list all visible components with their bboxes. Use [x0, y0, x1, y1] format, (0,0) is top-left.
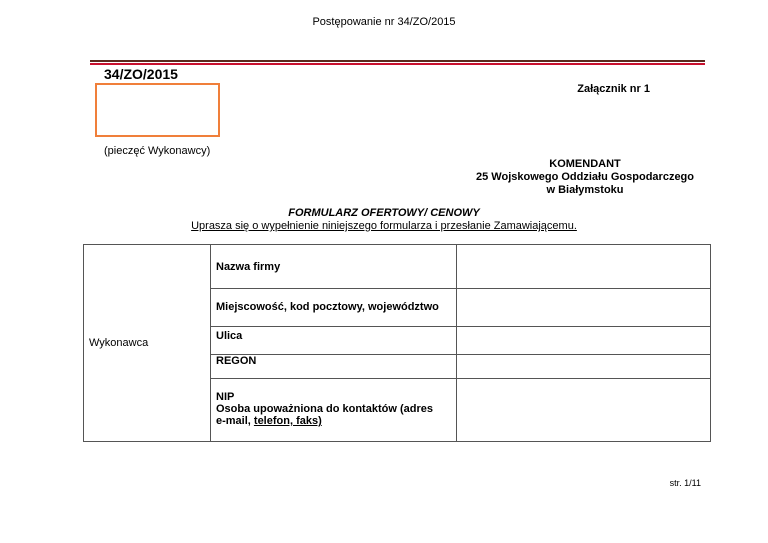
stamp-label: (pieczęć Wykonawcy) [104, 145, 211, 157]
page-header: Postępowanie nr 34/ZO/2015 [312, 16, 456, 28]
addressee-block [470, 158, 700, 197]
contact-email-text: e-mail, [216, 415, 254, 427]
row-label-street: Ulica [211, 327, 457, 355]
row-label-nip-contact [211, 379, 457, 442]
header-rule-red [90, 63, 705, 65]
contractor-stamp-box [95, 83, 220, 137]
page-number: str. 1/11 [669, 478, 701, 488]
addressee-line-1: KOMENDANT [549, 158, 621, 170]
addressee-line-3: w Białymstoku [546, 184, 624, 196]
row-value-locality[interactable] [457, 289, 711, 327]
row-label-regon: REGON [211, 355, 457, 379]
row-value-street[interactable] [457, 327, 711, 355]
contact-label-line-2 [216, 415, 451, 427]
table-row [84, 245, 711, 289]
row-label-locality: Miejscowość, kod pocztowy, województwo [211, 289, 457, 327]
document-number: 34/ZO/2015 [104, 66, 178, 82]
row-label-company-name: Nazwa firmy [211, 245, 457, 289]
contact-phone-fax-text: telefon, faks) [253, 415, 322, 427]
row-value-company-name[interactable] [457, 245, 711, 289]
contractor-group-label: Wykonawca [84, 245, 211, 442]
row-value-regon[interactable] [457, 355, 711, 379]
form-subtitle-text: Uprasza się o wypełnienie niniejszego formularza i przesłanie Zamawiającemu. [191, 220, 577, 232]
addressee-line-2: 25 Wojskowego Oddziału Gospodarczego [476, 171, 694, 183]
contact-label-line-1: Osoba upoważniona do kontaktów (adres [216, 403, 433, 415]
form-title: FORMULARZ OFERTOWY/ CENOWY [288, 207, 480, 219]
row-value-nip-contact[interactable] [457, 379, 711, 442]
annex-label: Załącznik nr 1 [577, 83, 650, 95]
header-rule-dark [90, 60, 705, 62]
row-label-nip: NIP [216, 391, 235, 403]
contractor-table [83, 244, 711, 442]
form-subtitle [0, 220, 768, 232]
